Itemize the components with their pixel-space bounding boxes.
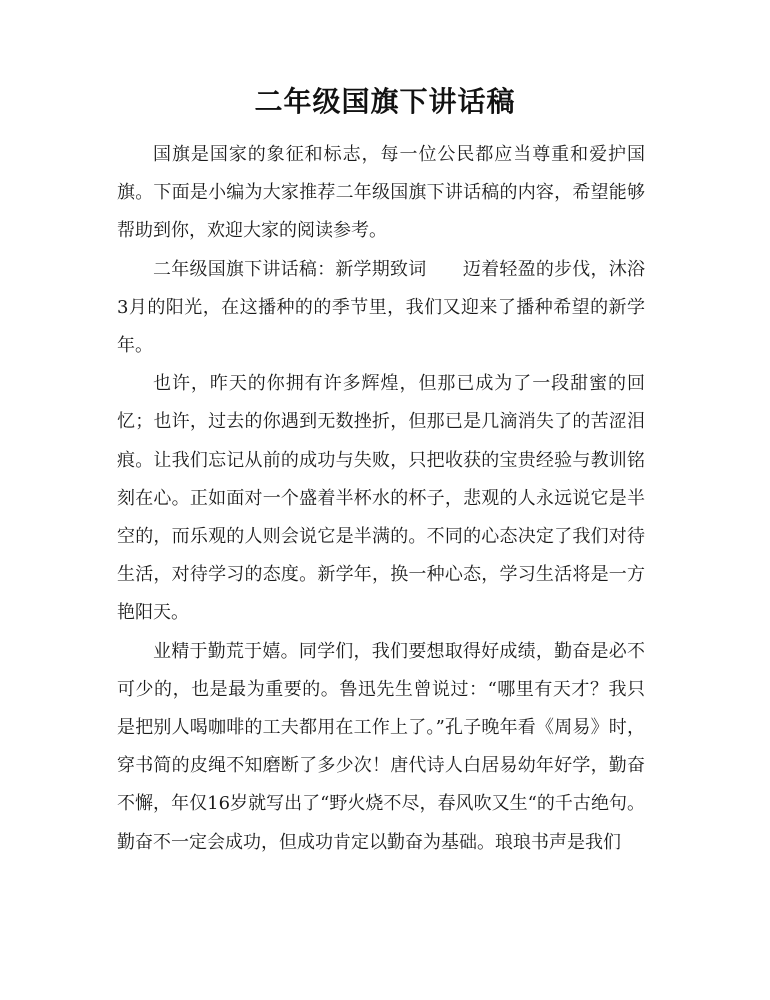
paragraph-new-term: 二年级国旗下讲话稿：新学期致词 迈着轻盈的步伐，沐浴3月的阳光，在这播种的的季节里，我们又迎来了播种希望的新学年。 — [117, 258, 645, 357]
document-body — [117, 136, 645, 862]
paragraph-diligence: 业精于勤荒于嬉。同学们，我们要想取得好成绩，勤奋是必不可少的，也是最为重要的。鲁迅先生曾说过：“哪里有天才？我只是把别人喝咖啡的工夫都用在工作上了。”孔子晚年看《周易》时，穿书简的皮绳不知磨断了多少次！唐代诗人白居易幼年好学，勤奋不懈，年仅16岁就写出了“野火烧不尽，春风吹又生“的千古绝句。勤奋不一定会成功，但成功肯定以勤奋为基础。琅琅书声是我们 — [117, 640, 645, 853]
paragraph-intro: 国旗是国家的象征和标志，每一位公民都应当尊重和爱护国旗。下面是小编为大家推荐二年级国旗下讲话稿的内容，希望能够帮助到你，欢迎大家的阅读参考。 — [117, 144, 645, 242]
paragraph-mindset: 也许，昨天的你拥有许多辉煌，但那已成为了一段甜蜜的回忆；也许，过去的你遇到无数挫折，但那已是几滴消失了的苦涩泪痕。让我们忘记从前的成功与失败，只把收获的宝贵经验与教训铭刻在心。正如面对一个盛着半杯水的杯子，悲观的人永远说它是半空的，而乐观的人则会说它是半满的。不同的心态决定了我们对待生活，对待学习的态度。新学年，换一种心态，学习生活将是一方艳阳天。 — [117, 373, 645, 624]
document-title: 二年级国旗下讲话稿 — [254, 85, 516, 118]
